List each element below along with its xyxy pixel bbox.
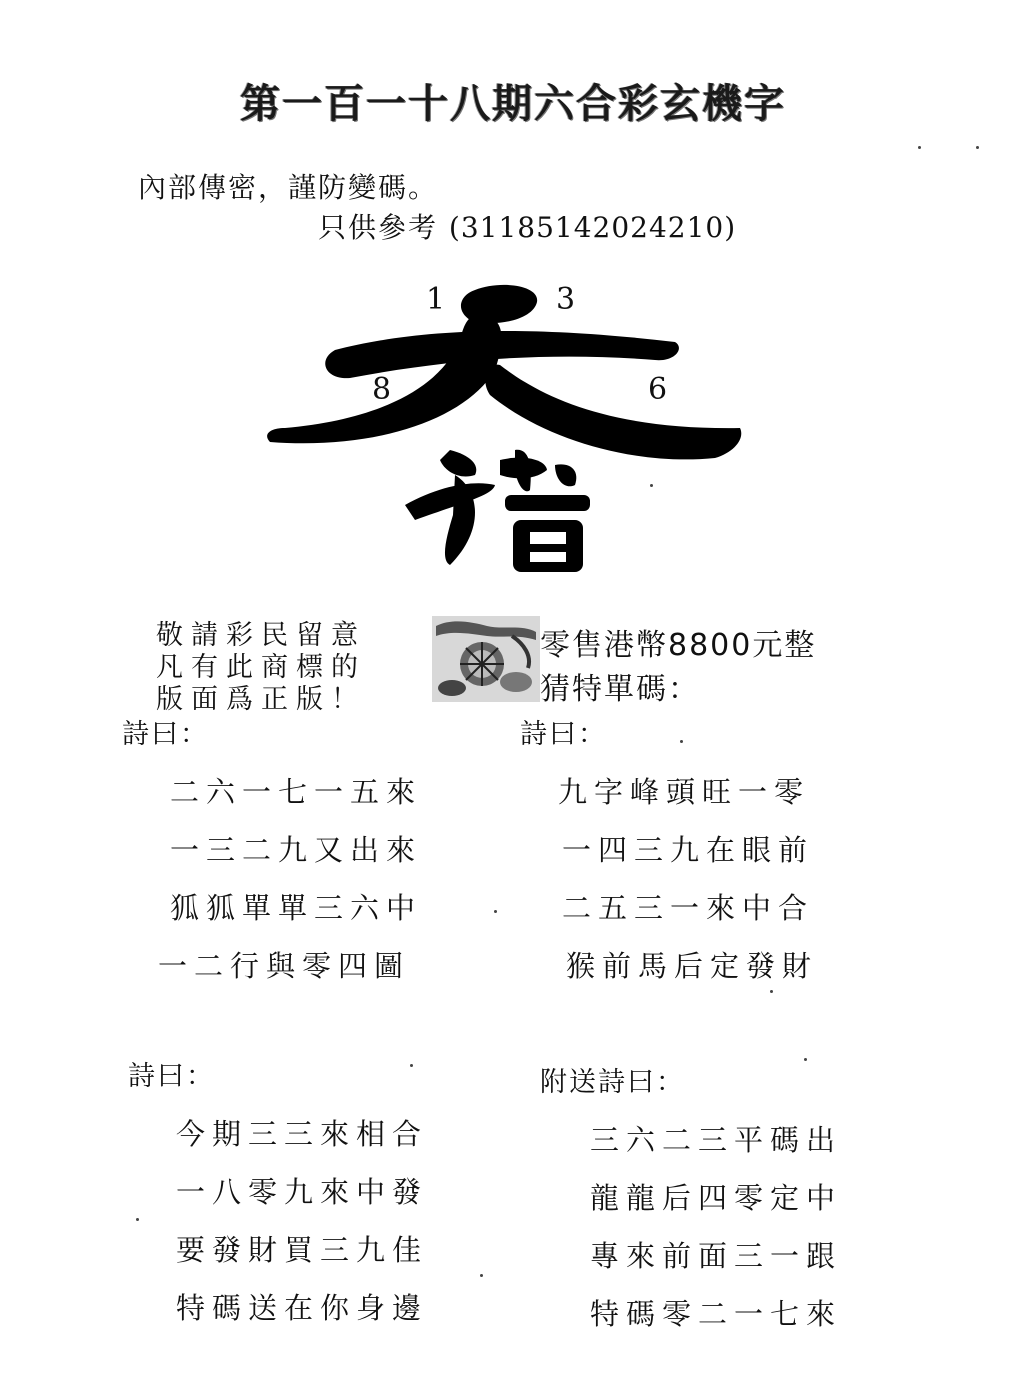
page-title: 第一百一十八期六合彩玄機字 — [240, 81, 786, 127]
number-mid-left: 8 — [372, 372, 392, 407]
notice-line: 版面爲正版！ — [156, 684, 366, 715]
poem-2-header: 詩曰： — [520, 719, 607, 750]
poem-1-line: 一二行與零四圖 — [158, 949, 411, 983]
scan-speckle — [976, 146, 979, 149]
scan-speckle — [480, 1274, 483, 1277]
intro-line-2 — [318, 206, 736, 246]
guess-special-number-label: 猜特單碼： — [540, 672, 700, 707]
poem-3-line: 一八零九來中發 — [176, 1175, 429, 1209]
poem-4-line: 專來前面三一跟 — [590, 1239, 843, 1273]
poem-3-line: 要發財買三九佳 — [176, 1233, 429, 1267]
scan-speckle — [770, 990, 773, 993]
poem-3-header: 詩曰： — [128, 1061, 215, 1092]
notice-line: 凡有此商標的 — [156, 652, 366, 683]
notice-line: 敬請彩民留意 — [156, 620, 366, 651]
poem-1-line: 一三二九又出來 — [170, 833, 423, 867]
scan-speckle — [410, 1064, 413, 1067]
poem-4-header: 附送詩曰： — [540, 1067, 685, 1098]
authenticity-notice — [156, 620, 366, 716]
poem-3-line: 特碼送在你身邊 — [176, 1291, 429, 1325]
scan-speckle — [136, 1218, 139, 1221]
poem-4-line: 三六二三平碼出 — [590, 1123, 843, 1157]
zhu-character — [405, 450, 590, 572]
intro-line-1: 內部傳密，謹防變碼。 — [138, 171, 439, 204]
poem-4-line: 特碼零二一七來 — [590, 1297, 843, 1331]
poem-2-line: 一四三九在眼前 — [562, 833, 815, 867]
price-line: 零售港幣8800元整 — [540, 628, 817, 663]
da-right-stroke — [485, 365, 741, 460]
intro-line-2-label: 只供參考 — [318, 211, 439, 244]
scan-speckle — [494, 910, 497, 913]
scan-speckle — [680, 740, 683, 743]
scan-speckle — [918, 146, 921, 149]
poem-4-line: 龍龍后四零定中 — [590, 1181, 843, 1215]
intro-code: (31185142024210) — [448, 211, 737, 244]
poem-2-line: 二五三一來中合 — [562, 891, 815, 925]
poem-3-line: 今期三三來相合 — [176, 1117, 429, 1151]
poem-2-line: 九字峰頭旺一零 — [558, 775, 811, 809]
big-calligraphy — [255, 280, 755, 580]
scan-speckle — [650, 484, 653, 487]
number-mid-right: 6 — [648, 372, 668, 407]
number-top-right: 3 — [556, 282, 576, 317]
trademark-emblem-image — [432, 616, 540, 702]
number-top-left: 1 — [426, 282, 446, 317]
scan-speckle — [804, 1058, 807, 1061]
poem-1-line: 二六一七一五來 — [170, 775, 423, 809]
poem-2-line: 猴前馬后定發財 — [566, 949, 819, 983]
poem-1-header: 詩曰： — [122, 719, 209, 750]
poem-1-line: 狐狐單單三六中 — [170, 891, 423, 925]
